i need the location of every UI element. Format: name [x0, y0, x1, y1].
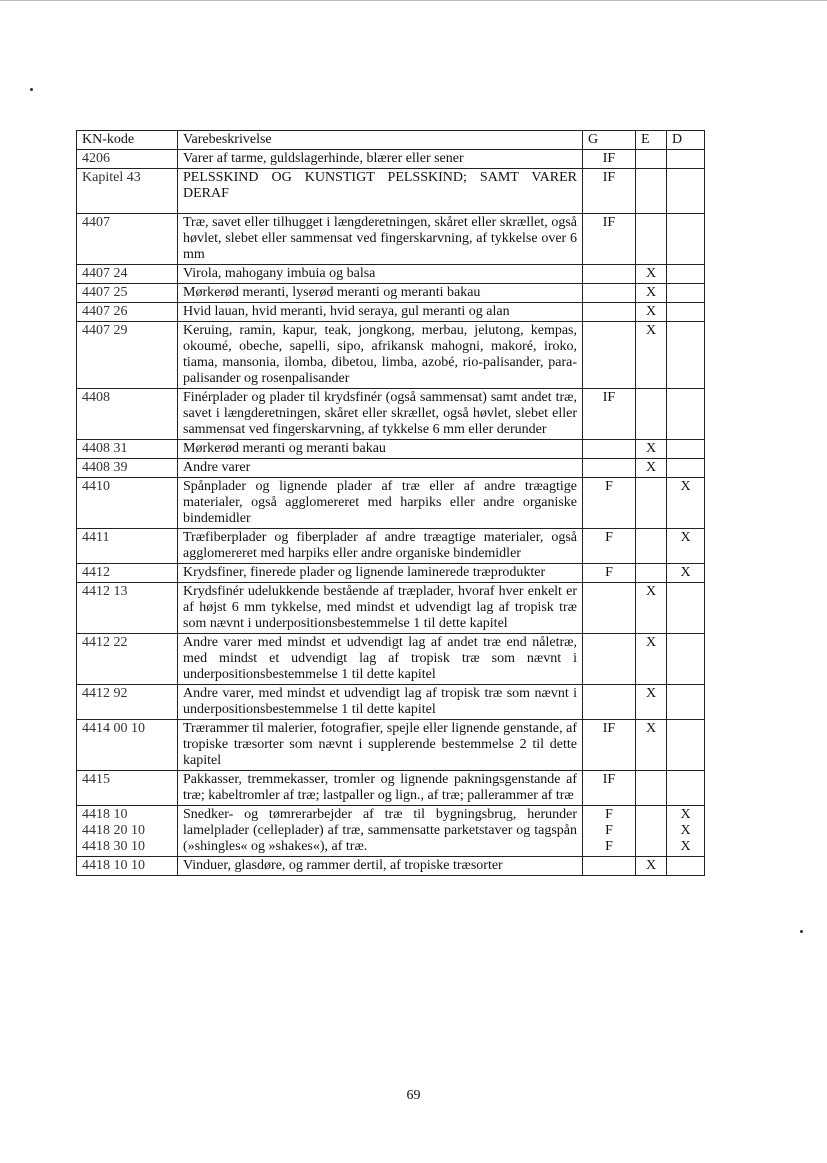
cell-description: Andre varer	[178, 459, 583, 478]
cell-e	[636, 806, 667, 857]
cell-g	[583, 284, 636, 303]
cell-d	[667, 771, 705, 806]
cell-g	[583, 322, 636, 389]
cell-d	[667, 634, 705, 685]
cell-d	[667, 389, 705, 440]
cell-code: 4411	[77, 529, 178, 564]
cell-description: Vinduer, glasdøre, og rammer dertil, af tropiske træsorter	[178, 857, 583, 876]
cell-d	[667, 265, 705, 284]
header-d: D	[667, 131, 705, 150]
cell-e: X	[636, 720, 667, 771]
cell-d	[667, 303, 705, 322]
cell-g: F	[583, 478, 636, 529]
cell-description: Andre varer med mindst et udvendigt lag af andet træ end nåletræ, med mindst et udvendigt lag af tropisk træ som nævnt i underpositionsbestemmelse 1 til dette kapitel	[178, 634, 583, 685]
tariff-table	[76, 130, 705, 876]
table-header-row	[77, 131, 705, 150]
cell-g	[583, 857, 636, 876]
cell-code: 4415	[77, 771, 178, 806]
cell-g	[583, 583, 636, 634]
cell-code: 4410	[77, 478, 178, 529]
cell-code: Kapitel 43	[77, 169, 178, 214]
cell-e: X	[636, 685, 667, 720]
cell-g: IF	[583, 150, 636, 169]
cell-code: 4412 92	[77, 685, 178, 720]
cell-description: Snedker- og tømrerarbejder af træ til bygningsbrug, herunder lamelplader (celleplader) af træ, sammensatte parketstaver og tagspån (»shingles« og »shakes«), af træ.	[178, 806, 583, 857]
cell-description: Træfiberplader og fiberplader af andre træagtige materialer, også agglomereret med harpiks eller andre organiske bindemidler	[178, 529, 583, 564]
cell-description: Andre varer, med mindst et udvendigt lag af tropisk træ som nævnt i underpositionsbestemmelse 1 til dette kapitel	[178, 685, 583, 720]
cell-d	[667, 583, 705, 634]
table-row	[77, 634, 705, 685]
scan-speck	[30, 88, 33, 91]
cell-d	[667, 284, 705, 303]
cell-g: F F F	[583, 806, 636, 857]
cell-description: Pakkasser, tremmekasser, tromler og lignende pakningsgenstande af træ; kabeltromler af træ; lastpaller og lign., af træ; pallerammer af træ	[178, 771, 583, 806]
cell-e: X	[636, 265, 667, 284]
cell-description: Varer af tarme, guldslagerhinde, blærer eller sener	[178, 150, 583, 169]
table-row	[77, 322, 705, 389]
table-row	[77, 214, 705, 265]
table-row	[77, 389, 705, 440]
cell-g: F	[583, 564, 636, 583]
cell-description: Træ, savet eller tilhugget i længderetningen, skåret eller skrællet, også høvlet, slebet eller sammensat ved fingerskarvning, af tykkelse over 6 mm	[178, 214, 583, 265]
table-row	[77, 150, 705, 169]
cell-code: 4407	[77, 214, 178, 265]
cell-g: IF	[583, 214, 636, 265]
cell-d	[667, 857, 705, 876]
table-row	[77, 529, 705, 564]
cell-description: Hvid lauan, hvid meranti, hvid seraya, gul meranti og alan	[178, 303, 583, 322]
cell-g	[583, 440, 636, 459]
cell-code: 4418 10 4418 20 10 4418 30 10	[77, 806, 178, 857]
cell-d	[667, 720, 705, 771]
cell-code: 4412 22	[77, 634, 178, 685]
cell-g: IF	[583, 771, 636, 806]
header-varebeskrivelse: Varebeskrivelse	[178, 131, 583, 150]
cell-code: 4407 25	[77, 284, 178, 303]
cell-e	[636, 389, 667, 440]
cell-g	[583, 265, 636, 284]
cell-d	[667, 459, 705, 478]
cell-g	[583, 685, 636, 720]
cell-e	[636, 150, 667, 169]
table-body	[77, 150, 705, 876]
table-row	[77, 284, 705, 303]
cell-d: X	[667, 529, 705, 564]
cell-e	[636, 214, 667, 265]
cell-e: X	[636, 857, 667, 876]
table-row	[77, 583, 705, 634]
table-row	[77, 303, 705, 322]
cell-e	[636, 478, 667, 529]
cell-g: IF	[583, 389, 636, 440]
header-kn-kode: KN-kode	[77, 131, 178, 150]
cell-description: Krydsfinér udelukkende bestående af træplader, hvoraf hver enkelt er af højst 6 mm tykkelse, med mindst et udvendigt lag af tropisk træ som nævnt i underpositionsbestemmelse 1 til dette kapitel	[178, 583, 583, 634]
cell-g: IF	[583, 720, 636, 771]
table-row	[77, 459, 705, 478]
cell-e: X	[636, 284, 667, 303]
cell-e	[636, 771, 667, 806]
cell-d: X	[667, 478, 705, 529]
cell-code: 4414 00 10	[77, 720, 178, 771]
cell-code: 4408 31	[77, 440, 178, 459]
cell-g: IF	[583, 169, 636, 214]
cell-description: Krydsfiner, finerede plader og lignende laminerede træprodukter	[178, 564, 583, 583]
cell-g	[583, 459, 636, 478]
table-row	[77, 806, 705, 857]
table-row	[77, 265, 705, 284]
cell-e	[636, 529, 667, 564]
table-row	[77, 685, 705, 720]
table-row	[77, 857, 705, 876]
cell-code: 4408	[77, 389, 178, 440]
header-e: E	[636, 131, 667, 150]
table-row	[77, 169, 705, 214]
cell-code: 4206	[77, 150, 178, 169]
cell-d: X	[667, 564, 705, 583]
scan-speck	[800, 930, 803, 933]
cell-description: Spånplader og lignende plader af træ eller af andre træagtige materialer, også agglomereret med harpiks eller andre organiske bindemidler	[178, 478, 583, 529]
header-g: G	[583, 131, 636, 150]
cell-description: Virola, mahogany imbuia og balsa	[178, 265, 583, 284]
cell-e: X	[636, 440, 667, 459]
cell-d	[667, 214, 705, 265]
cell-code: 4407 29	[77, 322, 178, 389]
cell-description: Trærammer til malerier, fotografier, spejle eller lignende genstande, af tropiske træsorter som nævnt i supplerende bestemmelse 2 til dette kapitel	[178, 720, 583, 771]
cell-d	[667, 322, 705, 389]
cell-e: X	[636, 583, 667, 634]
cell-g	[583, 634, 636, 685]
table-row	[77, 440, 705, 459]
cell-e	[636, 564, 667, 583]
cell-g: F	[583, 529, 636, 564]
table-row	[77, 771, 705, 806]
cell-description: PELSSKIND OG KUNSTIGT PELSSKIND; SAMT VARER DERAF	[178, 169, 583, 214]
cell-description: Mørkerød meranti, lyserød meranti og meranti bakau	[178, 284, 583, 303]
cell-e: X	[636, 322, 667, 389]
cell-description: Mørkerød meranti og meranti bakau	[178, 440, 583, 459]
cell-e: X	[636, 634, 667, 685]
cell-d	[667, 150, 705, 169]
cell-code: 4408 39	[77, 459, 178, 478]
cell-g	[583, 303, 636, 322]
scan-top-edge	[0, 0, 827, 1]
cell-description: Keruing, ramin, kapur, teak, jongkong, merbau, jelutong, kempas, okoumé, obeche, sapelli, sipo, afrikansk mahogni, makoré, iroko, tiama, mansonia, ilomba, dibetou, limba, azobé, rio-palisander, para-palisander og rosenpalisander	[178, 322, 583, 389]
table-row	[77, 478, 705, 529]
cell-e: X	[636, 303, 667, 322]
page-number: 69	[406, 1088, 421, 1103]
cell-description: Finérplader og plader til krydsfinér (også sammensat) samt andet træ, savet i længderetningen, skåret eller skrællet, også høvlet, slebet eller sammensat ved fingerskarvning, af tykkelse 6 mm eller derunder	[178, 389, 583, 440]
cell-code: 4418 10 10	[77, 857, 178, 876]
table-row	[77, 564, 705, 583]
cell-e	[636, 169, 667, 214]
cell-code: 4412	[77, 564, 178, 583]
cell-code: 4407 24	[77, 265, 178, 284]
cell-code: 4412 13	[77, 583, 178, 634]
cell-d: X X X	[667, 806, 705, 857]
cell-d	[667, 169, 705, 214]
table-row	[77, 720, 705, 771]
cell-d	[667, 440, 705, 459]
cell-e: X	[636, 459, 667, 478]
cell-code: 4407 26	[77, 303, 178, 322]
cell-d	[667, 685, 705, 720]
